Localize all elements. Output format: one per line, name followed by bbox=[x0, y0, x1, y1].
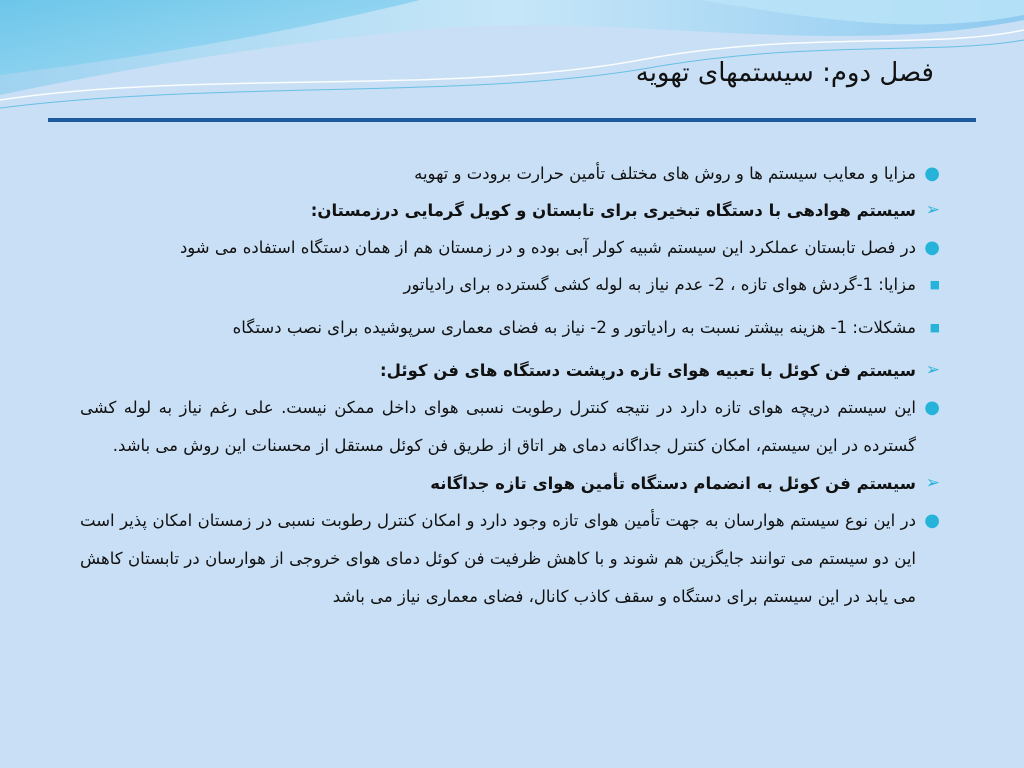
chevron-bullet-icon: ➢ bbox=[925, 473, 940, 493]
sub-bullet-text: مزایا: 1-گردش هوای تازه ، 2- عدم نیاز به لوله کشی گسترده برای رادیاتور bbox=[403, 275, 916, 294]
sub-bullet-item bbox=[80, 309, 940, 346]
heading-text: سیستم فن کوئل به انضمام دستگاه تأمین هوای تازه جداگانه bbox=[430, 474, 916, 493]
dot-bullet-icon: ● bbox=[924, 163, 940, 184]
chevron-bullet-icon: ➢ bbox=[925, 360, 940, 380]
paragraph-text: در این نوع سیستم هوارسان به جهت تأمین هوای تازه وجود دارد و امکان کنترل رطوبت نسبی در زمستان امکان پذیر است این دو سیستم می توانند جایگزین هم شوند و با کاهش ظرفیت فن کوئل دمای هوای خروجی از هوارسان در تابستان کاهش می یابد در این سیستم برای دستگاه و سقف کاذب کانال، فضای معماری نیاز می باشد bbox=[80, 511, 916, 606]
dot-bullet-icon: ● bbox=[924, 397, 940, 418]
bullet-item bbox=[80, 155, 940, 192]
chevron-bullet-icon: ➢ bbox=[925, 200, 940, 220]
bullet-text: مزایا و معایب سیستم ها و روش های مختلف تأمین حرارت برودت و تهویه bbox=[414, 164, 916, 183]
section-heading bbox=[80, 465, 940, 502]
sub-bullet-item bbox=[80, 266, 940, 303]
slide-content bbox=[80, 155, 940, 616]
paragraph-item bbox=[80, 502, 940, 616]
paragraph-text: این سیستم دریچه هوای تازه دارد در نتیجه کنترل رطوبت نسبی هوای داخل ممکن نیست. علی رغم نیاز به لوله کشی گسترده در این سیستم، امکان کنترل جداگانه دمای هر اتاق از طریق فن کوئل مستقل از محسنات این روش می باشد. bbox=[80, 398, 916, 455]
title-divider bbox=[48, 118, 976, 122]
slide-title: فصل دوم: سیستمهای تهویه bbox=[635, 58, 934, 88]
heading-text: سیستم هوادهی با دستگاه تبخیری برای تابستان و کویل گرمایی درزمستان: bbox=[310, 201, 916, 220]
sub-bullet-text: مشکلات: 1- هزینه بیشتر نسبت به رادیاتور و 2- نیاز به فضای معماری سرپوشیده برای نصب دستگاه bbox=[232, 318, 916, 337]
dot-bullet-icon: ● bbox=[924, 510, 940, 531]
heading-text: سیستم فن کوئل با تعبیه هوای تازه درپشت دستگاه های فن کوئل: bbox=[380, 361, 916, 380]
dot-bullet-icon: ● bbox=[924, 237, 940, 258]
bullet-text: در فصل تابستان عملکرد این سیستم شبیه کولر آبی بوده و در زمستان هم از همان دستگاه استفاده می شود bbox=[179, 238, 916, 257]
square-bullet-icon: ■ bbox=[929, 321, 940, 334]
section-heading bbox=[80, 192, 940, 229]
section-heading bbox=[80, 352, 940, 389]
paragraph-item bbox=[80, 389, 940, 465]
bullet-item bbox=[80, 229, 940, 266]
square-bullet-icon: ■ bbox=[929, 278, 940, 291]
